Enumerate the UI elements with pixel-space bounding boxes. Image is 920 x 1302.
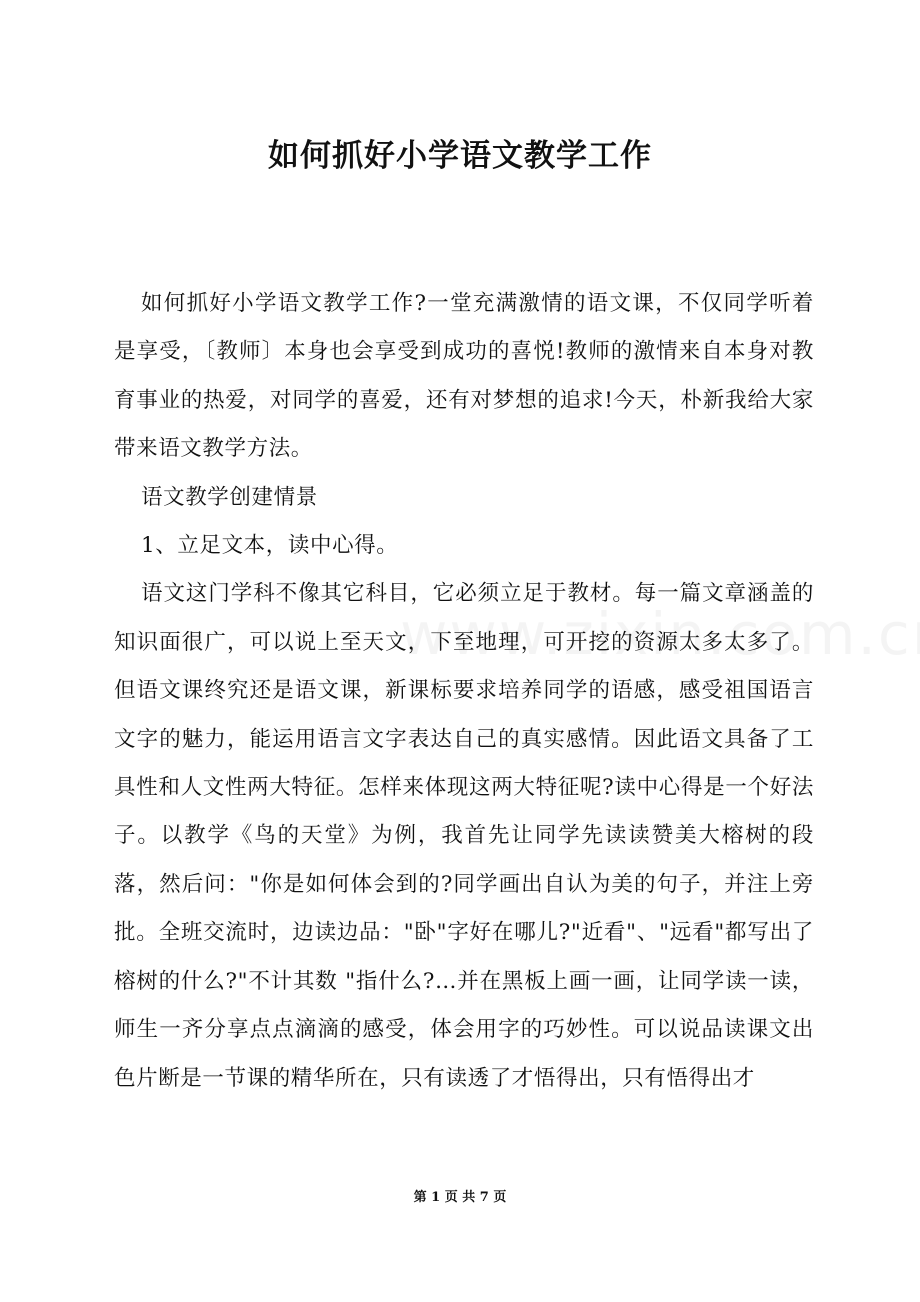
paragraph-intro: 如何抓好小学语文教学工作?一堂充满激情的语文课，不仅同学听着是享受，〔教师〕本身也会享受到成功的喜悦!教师的激情来自本身对教育事业的热爱，对同学的喜爱，还有对梦想的追求!今天，朴新我给大家带来语文教学方法。 — [114, 291, 814, 462]
subsection-heading: 1、立足文本，读中心得。 — [141, 533, 399, 559]
section-heading: 语文教学创建情景 — [141, 484, 318, 510]
document-title: 如何抓好小学语文教学工作 — [268, 138, 652, 174]
page-number-footer: 第 1 页 共 7 页 — [413, 1190, 507, 1205]
paragraph-body: 语文这门学科不像其它科目，它必须立足于教材。每一篇文章涵盖的知识面很广，可以说上至天文，下至地理，可开挖的资源太多太多了。但语文课终究还是语文课，新课标要求培养同学的语感，感受祖国语言文字的魅力，能运用语言文字表达自己的真实感情。因此语文具备了工具性和人文性两大特征。怎样来体现这两大特征呢?读中心得是一个好法子。以教学《鸟的天堂》为例，我首先让同学先读读赞美大榕树的段落，然后问："你是如何体会到的?同学画出自认为美的句子，并注上旁批。全班交流时，边读边品："卧"字好在哪儿?"近看"、"远看"都写出了榕树的什么?"不计其数 "指什么?…并在黑板上画一画，让同学读一读，师生一齐分享点点滴滴的感受，体会用字的巧妙性。可以说品读课文出色片断是一节课的精华所在，只有读透了才悟得出，只有悟得出才 — [114, 581, 814, 1091]
document-body — [114, 280, 814, 1103]
